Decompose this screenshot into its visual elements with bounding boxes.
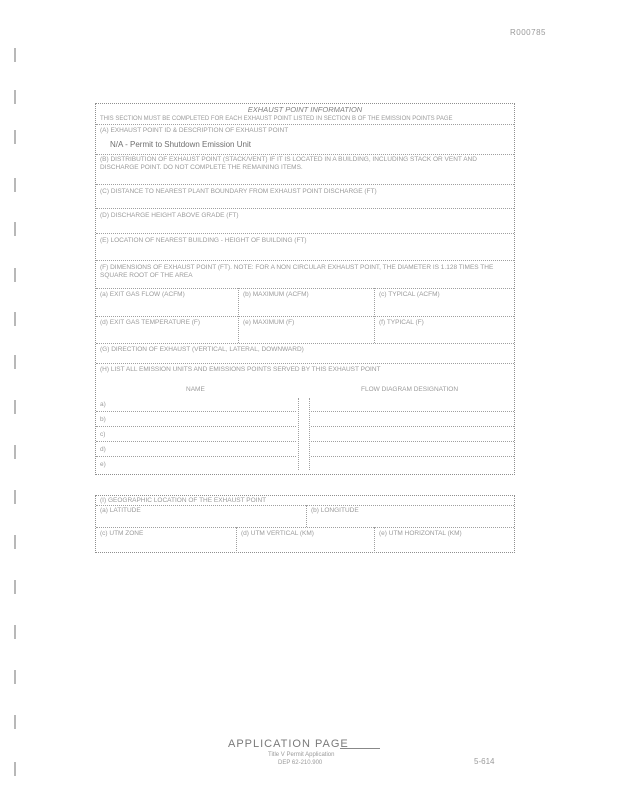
margin-mark [14,580,16,594]
footer-line-2: DEP 62-210.900 [278,760,323,766]
list-row-c: c) [100,431,106,438]
max-flow-label: (b) MAXIMUM (ACFM) [243,291,309,298]
max-temp-label: (e) MAXIMUM (F) [243,319,295,326]
margin-mark [14,670,16,684]
typical-flow-label: (c) TYPICAL (ACFM) [379,291,440,298]
col-designation-header: FLOW DIAGRAM DESIGNATION [361,386,459,393]
margin-mark [14,400,16,414]
margin-mark [14,762,16,776]
utm-vertical-label: (d) UTM VERTICAL (KM) [241,530,314,537]
margin-mark [14,178,16,192]
q5-label: (E) LOCATION OF NEAREST BUILDING - HEIGHT OF BUILDING (FT) [100,237,307,244]
geographic-location-form [95,495,515,553]
q2-label: (B) DISTRIBUTION OF EXHAUST POINT (STACK/VENT) IF IT IS LOCATED IN A BUILDING, INCLUDING STACK OR VENT AND DISCHARGE POINT. DO NOT COMPLETE THE REMAINING ITEMS. [100,156,477,171]
list-row-e: e) [100,461,106,468]
q8-label: (H) LIST ALL EMISSION UNITS AND EMISSIONS POINTS SERVED BY THIS EXHAUST POINT [100,366,381,373]
q6-label: (F) DIMENSIONS OF EXHAUST POINT (FT). NOTE: FOR A NON CIRCULAR EXHAUST POINT, THE DIAMETER IS 1.128 TIMES THE SQUARE ROOT OF THE AREA [100,264,494,279]
margin-mark [14,222,16,236]
application-page-title: APPLICATION PAGE [228,738,349,750]
typical-temp-label: (f) TYPICAL (F) [379,319,424,326]
exit-temp-label: (d) EXIT GAS TEMPERATURE (F) [100,319,201,326]
margin-mark [14,625,16,639]
utm-horizontal-label: (e) UTM HORIZONTAL (KM) [379,530,462,537]
q4-label: (D) DISCHARGE HEIGHT ABOVE GRADE (FT) [100,212,239,219]
q1-value[interactable]: N/A - Permit to Shutdown Emission Unit [110,140,251,149]
margin-mark [14,490,16,504]
form-title: EXHAUST POINT INFORMATION [247,105,363,114]
q3-label: (C) DISTANCE TO NEAREST PLANT BOUNDARY FROM EXHAUST POINT DISCHARGE (FT) [100,188,377,195]
footer-underline [340,748,380,749]
q7-label: (G) DIRECTION OF EXHAUST (VERTICAL, LATERAL, DOWNWARD) [100,346,304,353]
list-row-d: d) [100,446,106,453]
document-code: R000785 [510,28,546,37]
coords-title: (I) GEOGRAPHIC LOCATION OF THE EXHAUST POINT [100,497,267,504]
footer-line-1: Title V Permit Application [268,752,335,758]
utm-zone-label: (c) UTM ZONE [100,530,144,537]
longitude-label: (b) LONGITUDE [311,507,359,514]
list-row-a: a) [100,401,106,408]
form-instruction: THIS SECTION MUST BE COMPLETED FOR EACH EXHAUST POINT LISTED IN SECTION B OF THE EMISSION POINTS PAGE [100,116,453,122]
latitude-label: (a) LATITUDE [100,507,141,514]
margin-mark [14,312,16,326]
margin-mark [14,535,16,549]
margin-mark [14,90,16,104]
margin-mark [14,130,16,144]
margin-mark [14,268,16,282]
exit-flow-label: (a) EXIT GAS FLOW (ACFM) [100,291,185,298]
margin-mark [14,715,16,729]
page-number: 5-614 [474,757,495,766]
list-row-b: b) [100,416,106,423]
exhaust-point-form [95,103,515,475]
margin-mark [14,445,16,459]
margin-mark [14,48,16,62]
margin-mark [14,355,16,369]
col-name-header: NAME [186,386,205,393]
q1-label: (A) EXHAUST POINT ID & DESCRIPTION OF EXHAUST POINT [100,127,289,134]
